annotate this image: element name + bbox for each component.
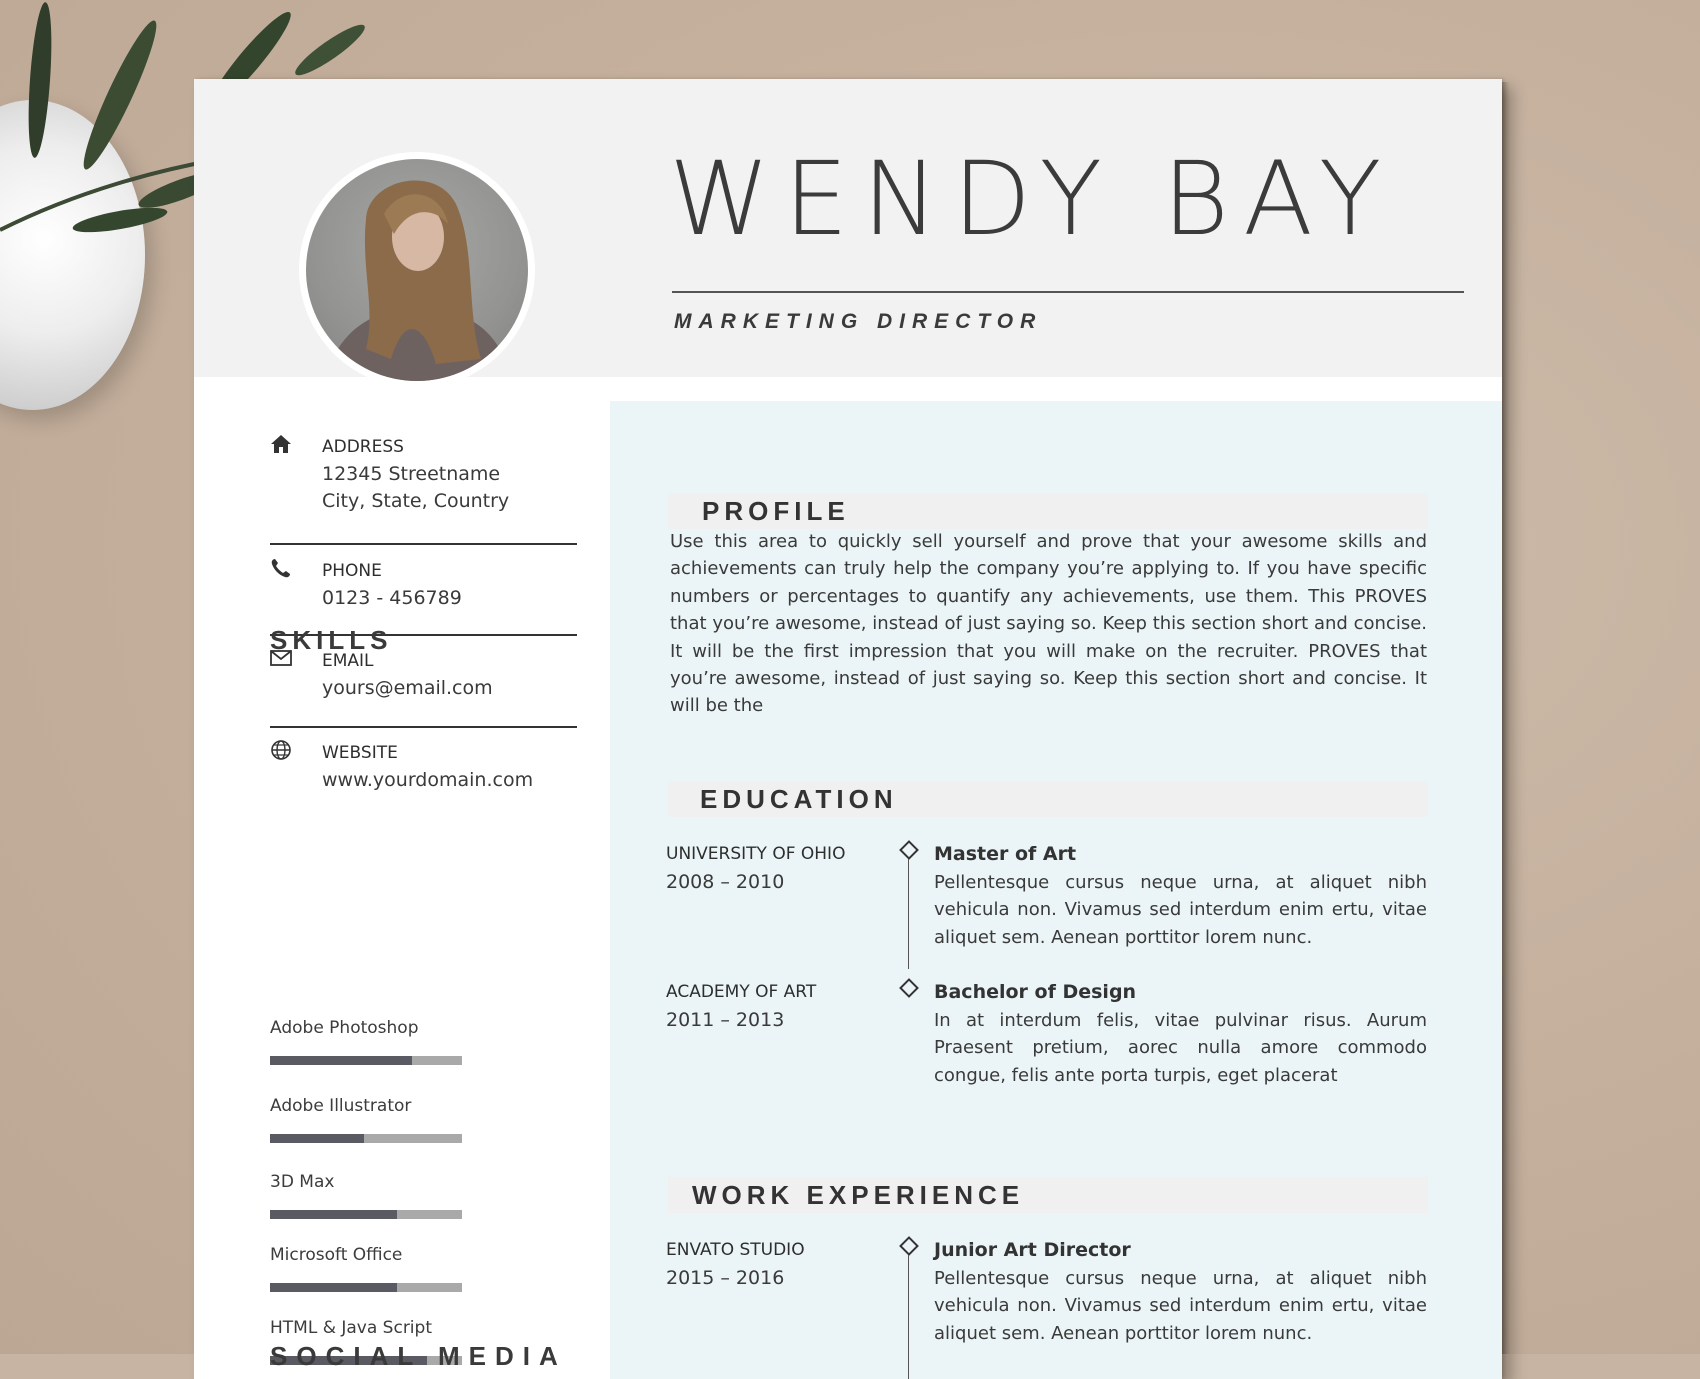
left-column bbox=[194, 401, 610, 1379]
skill-name: Adobe Illustrator bbox=[270, 1096, 412, 1116]
phone-label: PHONE bbox=[322, 561, 382, 581]
phone-value: 0123 - 456789 bbox=[322, 587, 462, 609]
right-column bbox=[610, 401, 1502, 1379]
education-institution: ACADEMY OF ART bbox=[666, 982, 817, 1002]
skill-bar-track bbox=[270, 1056, 462, 1065]
education-institution: UNIVERSITY OF OHIO bbox=[666, 844, 846, 864]
skill-name: Adobe Photoshop bbox=[270, 1018, 419, 1038]
skill-bar-fill bbox=[270, 1210, 397, 1219]
education-degree: Master of Art bbox=[934, 843, 1077, 865]
skill-bar-fill bbox=[270, 1056, 412, 1065]
education-dates: 2008 – 2010 bbox=[666, 871, 785, 893]
skill-item bbox=[270, 1018, 470, 1038]
website-value[interactable]: www.yourdomain.com bbox=[322, 769, 534, 791]
skills-heading: SKILLS bbox=[270, 625, 393, 655]
globe-icon bbox=[270, 739, 292, 761]
education-degree: Bachelor of Design bbox=[934, 981, 1137, 1003]
education-heading: EDUCATION bbox=[700, 784, 898, 814]
address-line-1: 12345 Streetname bbox=[322, 463, 501, 485]
skill-item bbox=[270, 1096, 470, 1116]
education-description: Pellentesque cursus neque urna, at aliquet nibh vehicula non. Vivamus sed interdum enim ertu, vitae aliquet sem. Aenean porttitor lorem nunc. bbox=[934, 872, 1427, 948]
skill-name: 3D Max bbox=[270, 1172, 335, 1192]
work-description: Pellentesque cursus neque urna, at aliquet nibh vehicula non. Vivamus sed interdum enim ertu, vitae aliquet sem. Aenean porttitor lorem nunc. bbox=[934, 1268, 1427, 1344]
sheet-shadow bbox=[1502, 82, 1510, 1354]
skill-name: HTML & Java Script bbox=[270, 1318, 432, 1338]
education-timeline bbox=[908, 851, 909, 969]
work-role: Junior Art Director bbox=[934, 1239, 1131, 1261]
skill-item bbox=[270, 1245, 470, 1265]
phone-icon bbox=[270, 557, 292, 579]
work-dates: 2015 – 2016 bbox=[666, 1267, 785, 1289]
skill-name: Microsoft Office bbox=[270, 1245, 403, 1265]
candidate-name: WENDY BAY bbox=[669, 140, 1396, 259]
address-line-2: City, State, Country bbox=[322, 490, 510, 512]
skill-bar-track bbox=[270, 1134, 462, 1143]
social-media-heading: SOCIAL MEDIA bbox=[270, 1341, 567, 1371]
work-company: ENVATO STUDIO bbox=[666, 1240, 805, 1260]
contact-divider bbox=[270, 543, 577, 545]
home-icon bbox=[270, 433, 292, 455]
profile-photo bbox=[306, 159, 528, 381]
skill-bar-fill bbox=[270, 1283, 397, 1292]
skill-item bbox=[270, 1172, 470, 1192]
profile-heading: PROFILE bbox=[702, 496, 850, 526]
email-label: EMAIL bbox=[322, 651, 374, 671]
education-dates: 2011 – 2013 bbox=[666, 1009, 785, 1031]
skill-bar-track bbox=[270, 1210, 462, 1219]
name-divider bbox=[672, 291, 1464, 293]
skill-item bbox=[270, 1318, 470, 1338]
timeline-marker bbox=[899, 840, 919, 860]
address-label: ADDRESS bbox=[322, 437, 404, 457]
contact-divider bbox=[270, 726, 577, 728]
work-timeline bbox=[908, 1247, 909, 1379]
education-description: In at interdum felis, vitae pulvinar risus. Aurum Praesent pretium, aorec nulla amore commodo congue, felis ante porta turpis, eget placerat bbox=[934, 1010, 1427, 1086]
skill-bar-track bbox=[270, 1283, 462, 1292]
resume-sheet bbox=[194, 79, 1502, 1379]
profile-text: Use this area to quickly sell yourself and prove that your awesome skills and achievements can truly help the company you’re applying to. If you have specific numbers or percentages to quantify any achievements, use them. This PROVES that you’re awesome, instead of just saying so. Keep this section short and concise. It will be the first impression that you will make on the recruiter. PROVES that you’re awesome, instead of just saying so. Keep this section short and concise. It will be the bbox=[670, 531, 1427, 717]
timeline-marker bbox=[899, 1236, 919, 1256]
job-title: MARKETING DIRECTOR bbox=[674, 310, 1043, 333]
skill-bar-fill bbox=[270, 1134, 364, 1143]
email-value[interactable]: yours@email.com bbox=[322, 677, 493, 699]
work-heading: WORK EXPERIENCE bbox=[692, 1180, 1025, 1210]
website-label: WEBSITE bbox=[322, 743, 398, 763]
timeline-marker bbox=[899, 978, 919, 998]
